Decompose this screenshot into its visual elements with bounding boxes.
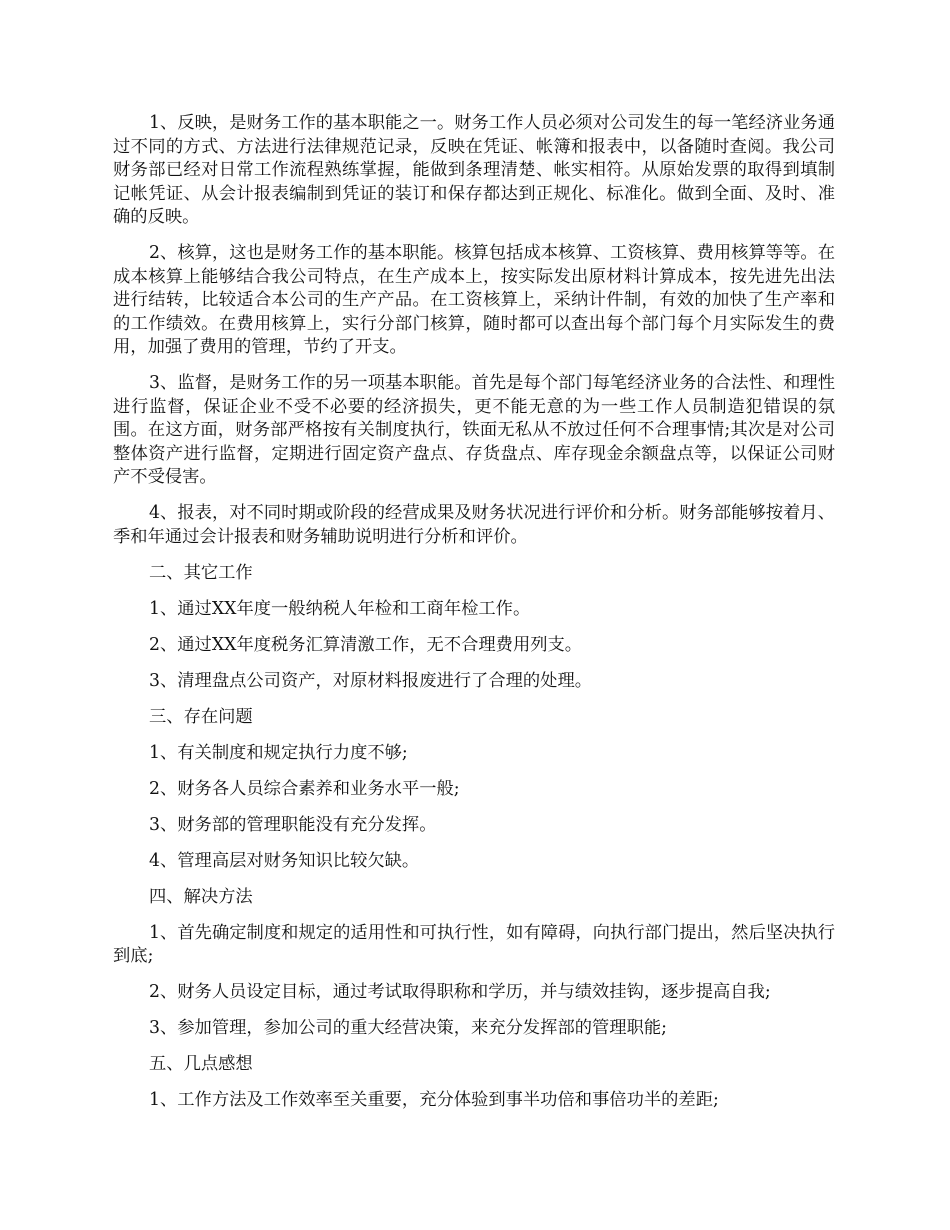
paragraph-function-supervision: 3、监督，是财务工作的另一项基本职能。首先是每个部门每笔经济业务的合法性、和理性进行监督，保证企业不受不必要的经济损失，更不能无意的为一些工作人员制造犯错误的氛围。在这方面，财务部严格按有关制度执行，铁面无私从不放过任何不合理事情;其次是对公司整体资产进行监督，定期进行固定资产盘点、存货盘点、库存现金余额盘点等，以保证公司财产不受侵害。 <box>113 373 835 487</box>
list-item-problem-1: 1、有关制度和规定执行力度不够; <box>149 742 408 763</box>
list-item-problem-4: 4、管理高层对财务知识比较欠缺。 <box>149 850 420 871</box>
paragraph-function-accounting: 2、核算，这也是财务工作的基本职能。核算包括成本核算、工资核算、费用核算等等。在成本核算上能够结合我公司特点，在生产成本上，按实际发出原材料计算成本，按先进先出法进行结转，比较适合本公司的生产产品。在工资核算上，采纳计件制，有效的加快了生产率和的工作绩效。在费用核算上，实行分部门核算，随时都可以查出每个部门每个月实际发生的费用，加强了费用的管理，节约了开支。 <box>113 243 835 357</box>
section-heading-solutions: 四、解决方法 <box>149 886 253 907</box>
paragraph-function-reflection: 1、反映，是财务工作的基本职能之一。财务工作人员必须对公司发生的每一笔经济业务通过不同的方式、方法进行法律规范记录，反映在凭证、帐簿和报表中，以备随时查阅。我公司财务部已经对日常工作流程熟练掌握，能做到条理清楚、帐实相符。从原始发票的取得到填制记帐凭证、从会计报表编制到凭证的装订和保存都达到正规化、标准化。做到全面、及时、准确的反映。 <box>113 113 835 227</box>
document-body <box>113 112 835 1125</box>
list-item-other-work-1: 1、通过XX年度一般纳税人年检和工商年检工作。 <box>149 598 531 619</box>
list-item-solution-1: 1、首先确定制度和规定的适用性和可执行性，如有障碍，向执行部门提出，然后坚决执行到底; <box>113 922 835 966</box>
section-heading-other-work: 二、其它工作 <box>149 562 253 583</box>
list-item-other-work-3: 3、清理盘点公司资产，对原材料报废进行了合理的处理。 <box>149 670 593 691</box>
list-item-solution-2: 2、财务人员设定目标，通过考试取得职称和学历，并与绩效挂钩，逐步提高自我; <box>149 982 771 1002</box>
list-item-other-work-2: 2、通过XX年度税务汇算清激工作，无不合理费用列支。 <box>149 634 583 655</box>
section-heading-reflections: 五、几点感想 <box>149 1054 253 1074</box>
list-item-problem-2: 2、财务各人员综合素养和业务水平一般; <box>149 778 460 799</box>
paragraph-function-reports: 4、报表，对不同时期或阶段的经营成果及财务状况进行评价和分析。财务部能够按着月、季和年通过会计报表和财务辅助说明进行分析和评价。 <box>113 503 835 547</box>
list-item-problem-3: 3、财务部的管理职能没有充分发挥。 <box>149 814 437 835</box>
list-item-reflection-1: 1、工作方法及工作效率至关重要，充分体验到事半功倍和事倍功半的差距; <box>149 1090 719 1110</box>
section-heading-problems: 三、存在问题 <box>149 706 253 727</box>
list-item-solution-3: 3、参加管理，参加公司的重大经营决策，来充分发挥部的管理职能; <box>149 1018 667 1038</box>
